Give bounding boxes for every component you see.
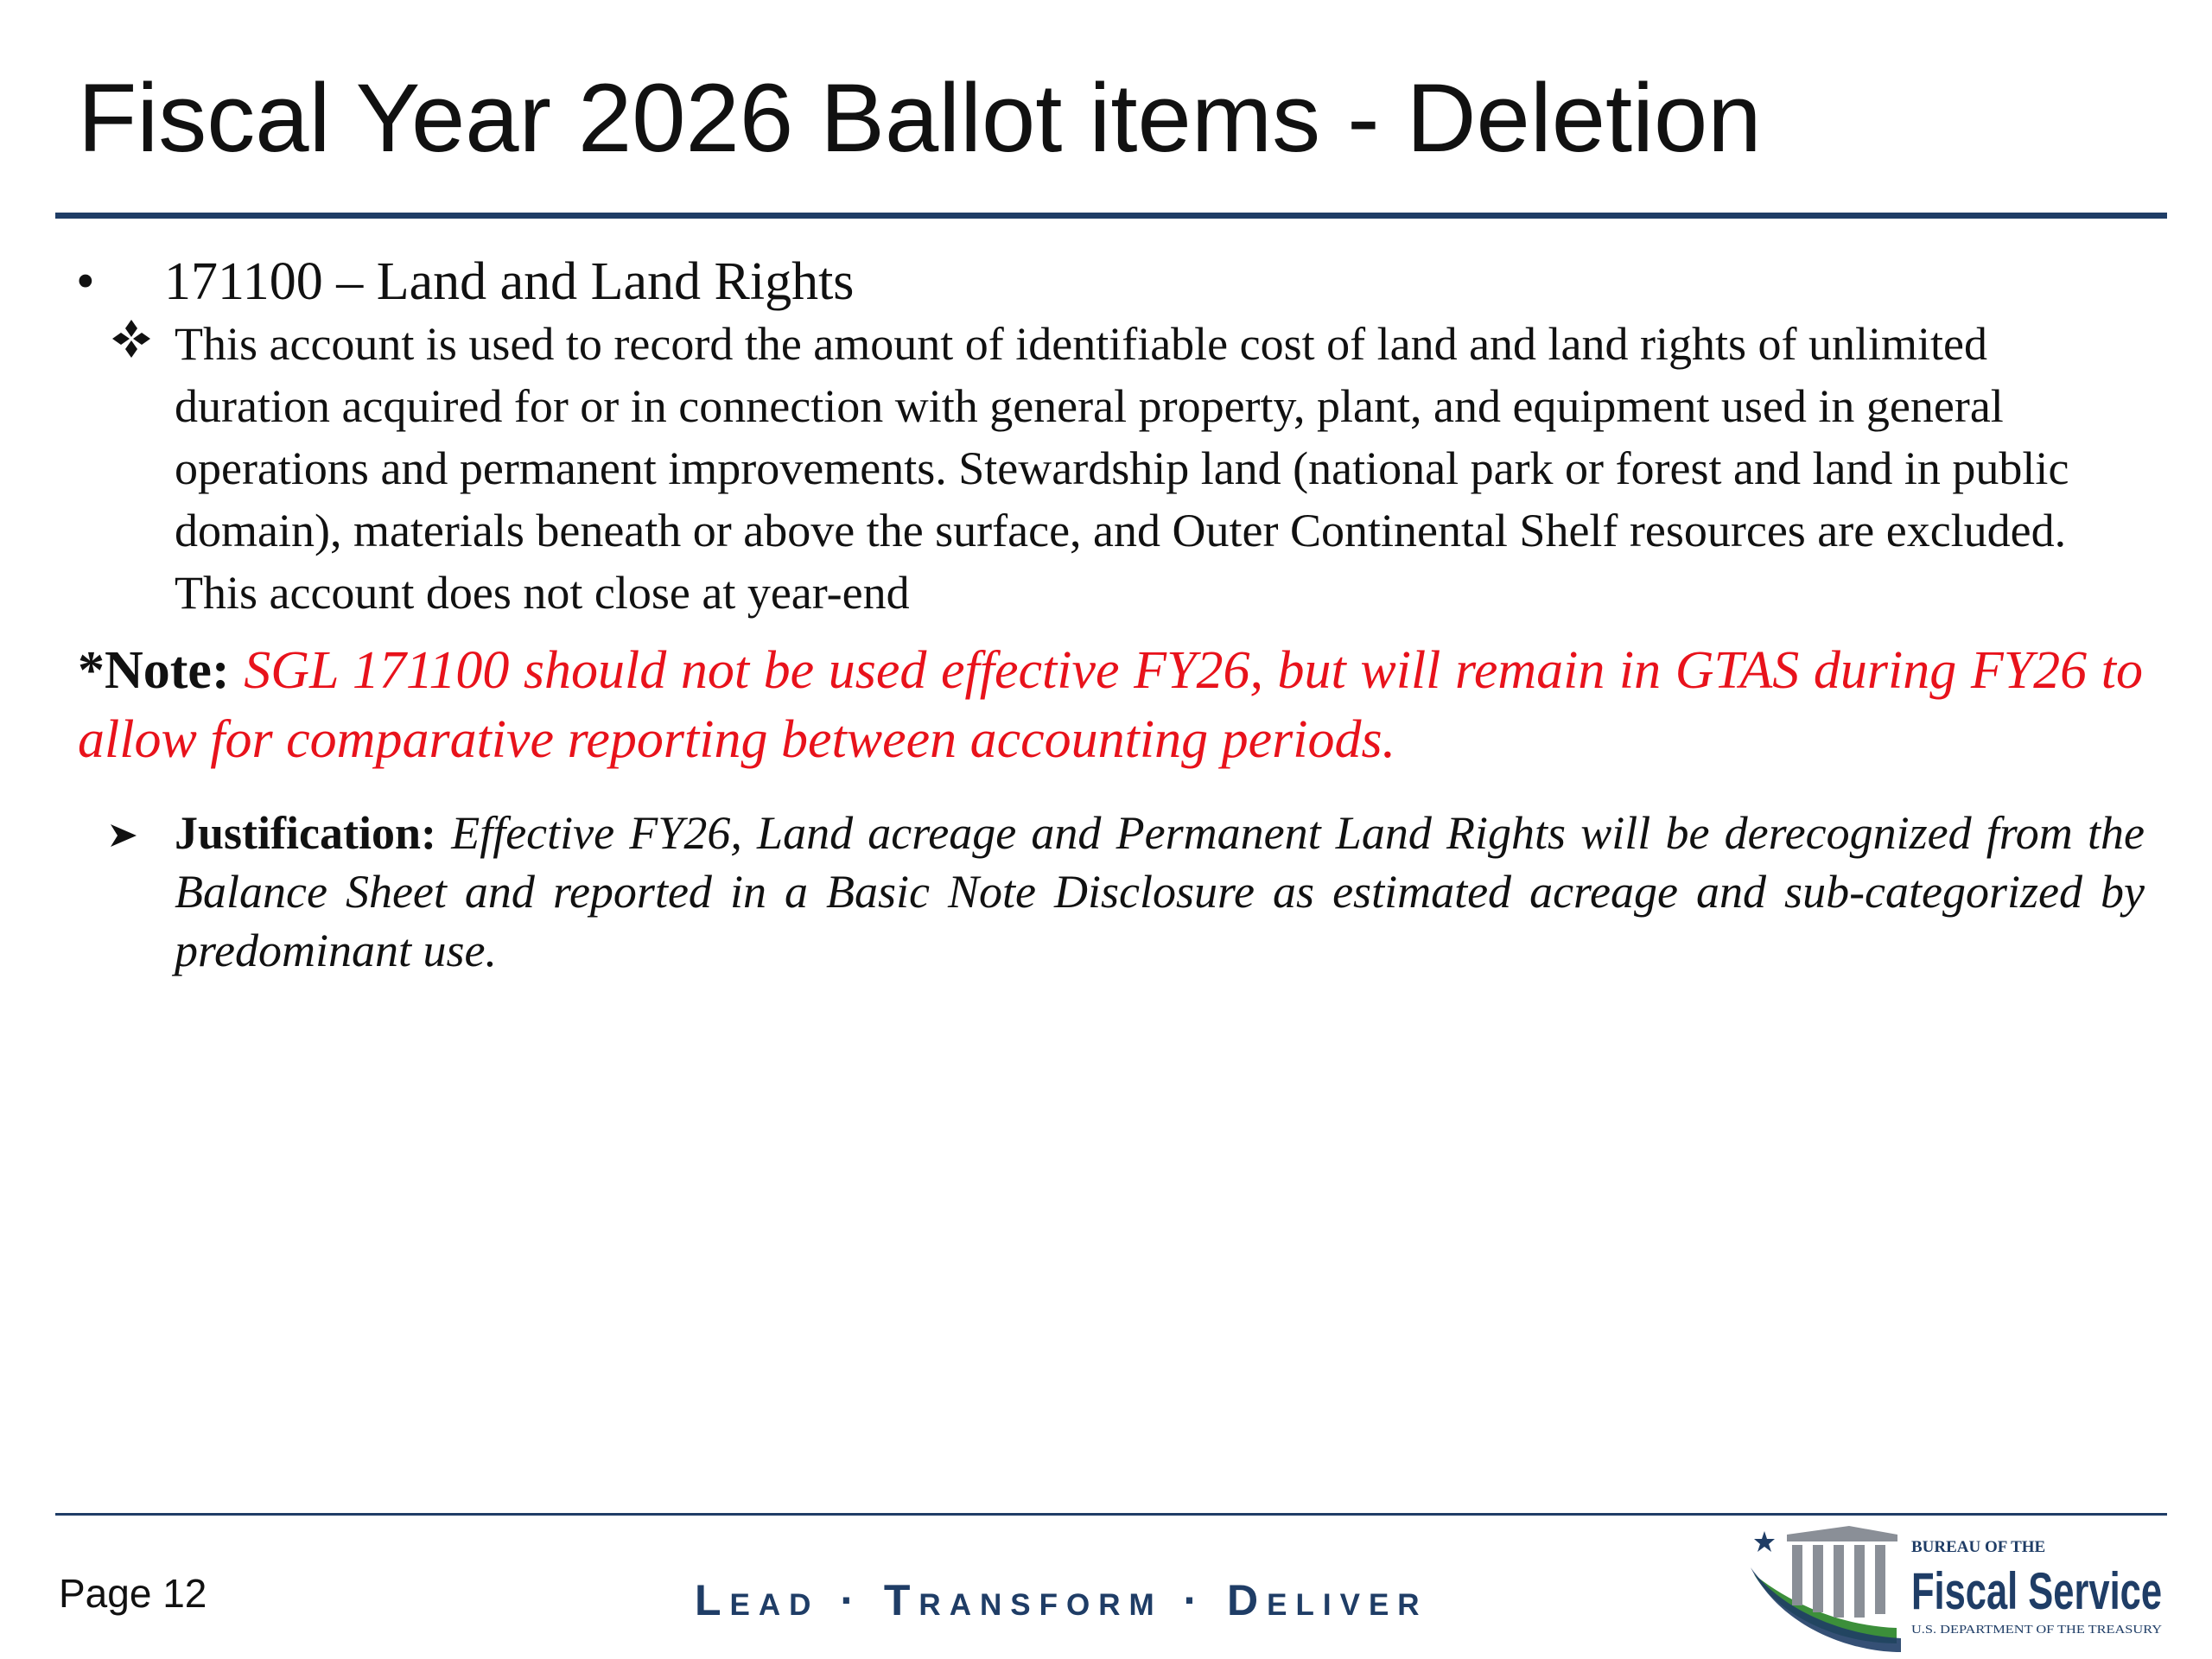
footer-divider <box>55 1513 2167 1516</box>
note-paragraph <box>78 636 2143 774</box>
fiscal-service-logo <box>1745 1522 2169 1652</box>
account-heading: 171100 – Land and Land Rights <box>164 252 855 311</box>
page-number: Page 12 <box>59 1571 207 1616</box>
bullet-icon: • <box>76 252 95 311</box>
logo-line-3: U.S. DEPARTMENT OF THE TREASURY <box>1911 1624 2162 1637</box>
four-diamond-bullet-icon <box>111 318 152 359</box>
justification-label: Justification: <box>175 807 436 859</box>
note-body: SGL 171100 should not be used effective FY26, but will remain in GTAS during FY26 to allow for comparative reporting between accounting periods. <box>78 641 2143 769</box>
account-description: This account is used to record the amount of identifiable cost of land and land rights of unlimited duration acquired for or in connection with general property, plant, and equipment used in general operations and permanent improvements. Stewardship land (national park or forest and land in public domain), materials beneath or above the surface, and Outer Continental Shelf resources are excluded. This account does not close at year-end <box>175 318 2069 619</box>
logo-line-2: Fiscal Service <box>1911 1562 2162 1620</box>
title-divider <box>55 213 2167 219</box>
logo-line-1: BUREAU OF THE <box>1911 1538 2046 1556</box>
footer-tagline: Lead · Transform · Deliver <box>695 1576 1428 1624</box>
arrowhead-bullet-icon <box>109 823 138 849</box>
note-label: *Note: <box>78 641 230 700</box>
justification-body: Effective FY26, Land acreage and Permanent Land Rights will be derecognized from the Balance Sheet and reported in a Basic Note Disclosure as estimated acreage and sub-categorized by predominant use. <box>175 807 2145 976</box>
slide-title: Fiscal Year 2026 Ballot items - Deletion <box>78 64 1762 172</box>
justification-text <box>175 804 2145 980</box>
